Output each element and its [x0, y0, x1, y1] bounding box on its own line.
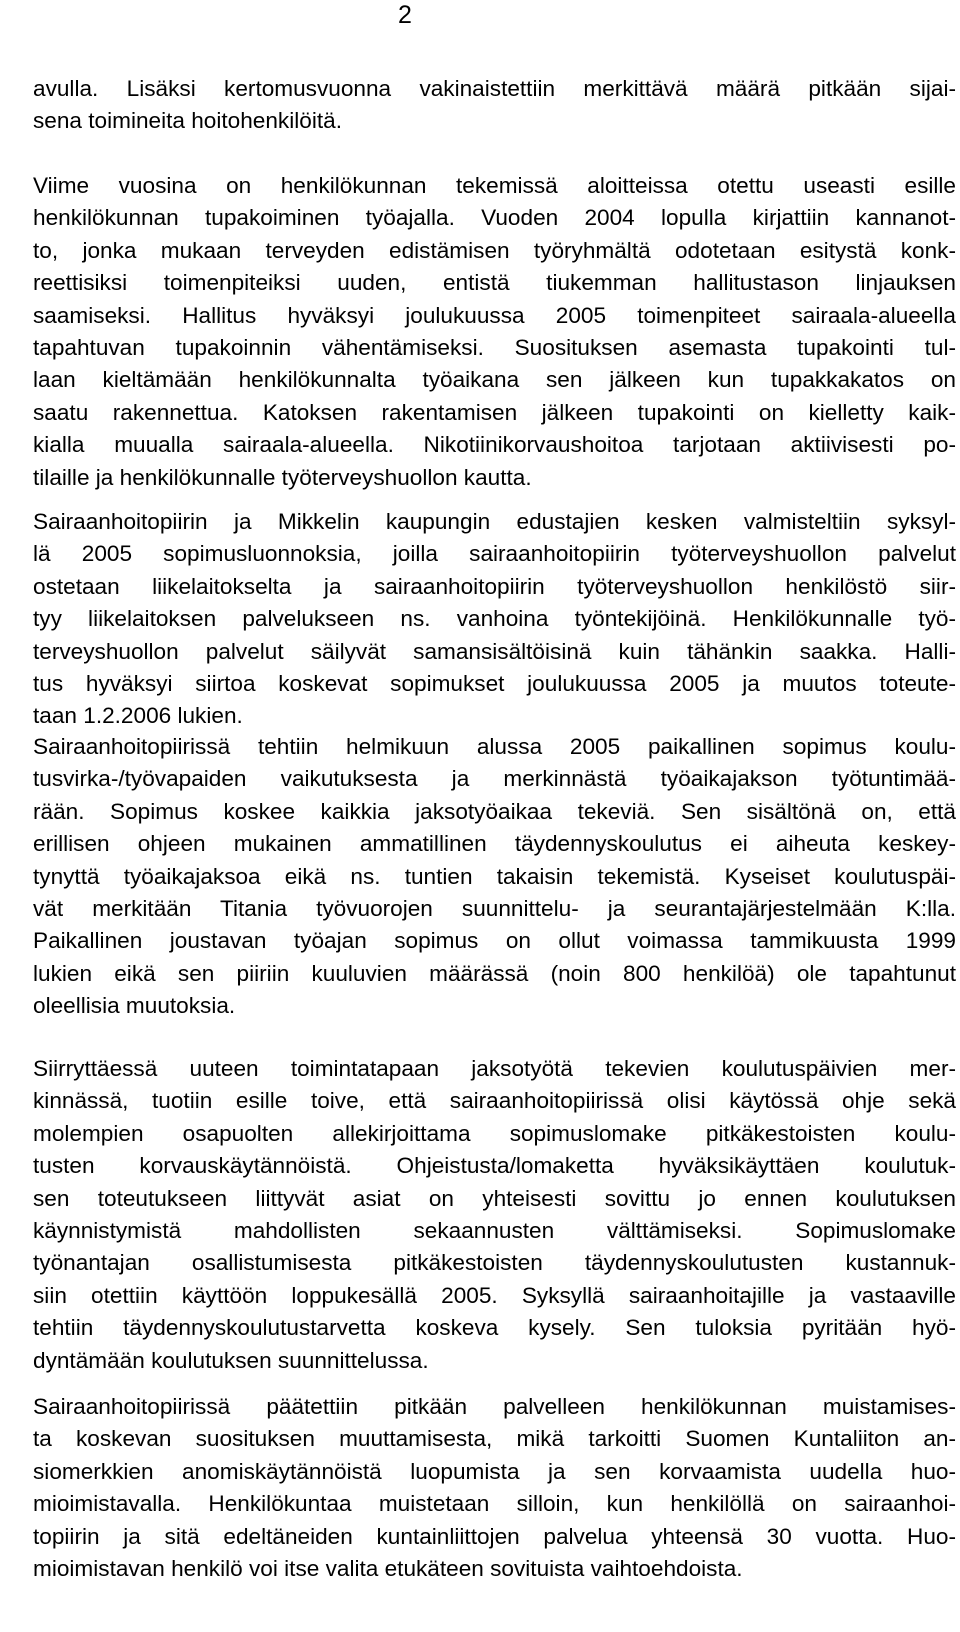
- paragraph-line: työnantajan osallistumisesta pitkäkestoisten täydennyskoulutusten kustannuk-: [33, 1250, 956, 1276]
- paragraph-line: reettisiksi toimenpiteiksi uuden, entistä tiukemman hallitustason linjauksen: [33, 270, 956, 296]
- paragraph-line: tilaille ja henkilökunnalle työterveyshuollon kautta.: [33, 464, 532, 490]
- paragraph-line: Sairaanhoitopiirissä päätettiin pitkään palvelleen henkilökunnan muistamises-: [33, 1394, 956, 1419]
- paragraph-line: tynyttä työaikajaksoa eikä ns. tuntien takaisin tekemistä. Kyseiset koulutuspäi-: [33, 863, 956, 889]
- paragraph-line: sen toteutukseen liittyvät asiat on yhteisesti sovittu jo ennen koulutuksen: [33, 1185, 956, 1211]
- paragraph-line: saatu rakennettua. Katoksen rakentamisen jälkeen tupakointi on kielletty kaik-: [33, 399, 956, 425]
- paragraph-line: molempien osapuolten allekirjoittama sopimuslomake pitkäkestoisten koulu-: [33, 1120, 956, 1146]
- paragraph-line: taan 1.2.2006 lukien.: [33, 703, 243, 729]
- paragraph-line: ostetaan liikelaitokselta ja sairaanhoitopiirin työterveyshuollon henkilöstö siir-: [33, 573, 956, 599]
- paragraph-line: to, jonka mukaan terveyden edistämisen työryhmältä odotetaan esitystä konk-: [33, 237, 956, 263]
- paragraph-line: tehtiin täydennyskoulutustarvetta koskeva kysely. Sen tuloksia pyritään hyö-: [33, 1315, 956, 1341]
- paragraph-line: sena toimineita hoitohenkilöitä.: [33, 108, 342, 134]
- paragraph-line: terveyshuollon palvelut säilyvät samansisältöisinä kuin tähänkin saakka. Halli-: [33, 638, 956, 664]
- paragraph: [33, 1053, 956, 1377]
- paragraph-line: rään. Sopimus koskee kaikkia jaksotyöaikaa tekeviä. Sen sisältönä on, että: [33, 798, 956, 824]
- paragraph-line: tusvirka-/työvapaiden vaikutuksesta ja merkinnästä työaikajakson työtuntimää-: [33, 766, 956, 792]
- paragraph-line: Sairaanhoitopiirin ja Mikkelin kaupungin edustajien kesken valmisteltiin syksyl-: [33, 509, 956, 534]
- page-number: 2: [398, 1, 412, 29]
- paragraph-line: erillisen ohjeen mukainen ammatillinen täydennyskoulutus ei aiheuta keskey-: [33, 831, 956, 857]
- paragraph-line: Sairaanhoitopiirissä tehtiin helmikuun alussa 2005 paikallinen sopimus koulu-: [33, 734, 956, 759]
- paragraph-line: siomerkkien anomiskäytännöistä luopumista ja sen korvaamista uudella huo-: [33, 1458, 956, 1484]
- paragraph-line: mioimistavalla. Henkilökuntaa muistetaan silloin, kun henkilöllä on sairaanhoi-: [33, 1491, 956, 1517]
- paragraph-line: mioimistavan henkilö voi itse valita etukäteen sovituista vaihtoehdoista.: [33, 1555, 743, 1581]
- paragraph-line: Paikallinen joustavan työajan sopimus on ollut voimassa tammikuusta 1999: [33, 928, 956, 954]
- paragraph: [33, 731, 956, 1023]
- paragraph-line: kialla muualla sairaala-alueella. Nikotiinikorvaushoitoa tarjotaan aktiivisesti po-: [33, 432, 956, 458]
- paragraph-line: vät merkitään Titania työvuorojen suunnittelu- ja seurantajärjestelmään K:lla.: [33, 895, 956, 921]
- paragraph: [33, 170, 956, 494]
- paragraph-line: lukien eikä sen piiriin kuuluvien määrässä (noin 800 henkilöä) ole tapahtunut: [33, 960, 956, 986]
- paragraph: [33, 1391, 956, 1585]
- paragraph: [33, 506, 956, 733]
- paragraph-line: dyntämään koulutuksen suunnittelussa.: [33, 1347, 429, 1373]
- paragraph-line: laan kieltämään henkilökunnalta työaikana sen jälkeen kun tupakkakatos on: [33, 367, 956, 393]
- paragraph-line: tus hyväksyi siirtoa koskevat sopimukset joulukuussa 2005 ja muutos toteute-: [33, 670, 956, 696]
- paragraph-line: Viime vuosina on henkilökunnan tekemissä aloitteissa otettu useasti esille: [33, 173, 956, 198]
- paragraph-line: saamiseksi. Hallitus hyväksyi joulukuussa 2005 toimenpiteet sairaala-alueella: [33, 302, 956, 328]
- paragraph-line: siin otettiin käyttöön loppukesällä 2005. Syksyllä sairaanhoitajille ja vastaaville: [33, 1282, 956, 1308]
- paragraph-line: Siirryttäessä uuteen toimintatapaan jaksotyötä tekevien koulutuspäivien mer-: [33, 1056, 956, 1081]
- paragraph-line: tusten korvauskäytännöistä. Ohjeistusta/lomaketta hyväksikäyttäen koulutuk-: [33, 1153, 956, 1179]
- paragraph-line: kinnässä, tuotiin esille toive, että sairaanhoitopiirissä olisi käytössä ohje sekä: [33, 1088, 956, 1114]
- paragraph-line: käynnistymistä mahdollisten sekaannusten välttämiseksi. Sopimuslomake: [33, 1217, 956, 1243]
- paragraph-line: lä 2005 sopimusluonnoksia, joilla sairaanhoitopiirin työterveyshuollon palvelut: [33, 541, 956, 567]
- paragraph-line: oleellisia muutoksia.: [33, 993, 236, 1019]
- paragraph-line: henkilökunnan tupakoiminen työajalla. Vuoden 2004 lopulla kirjattiin kannanot-: [33, 205, 956, 231]
- paragraph: [33, 73, 956, 138]
- paragraph-line: avulla. Lisäksi kertomusvuonna vakinaistettiin merkittävä määrä pitkään sijai-: [33, 76, 956, 101]
- paragraph-line: tyy liikelaitoksen palvelukseen ns. vanhoina työntekijöinä. Henkilökunnalle työ-: [33, 606, 956, 632]
- paragraph-line: ta koskevan suosituksen muuttamisesta, mikä tarkoitti Suomen Kuntaliiton an-: [33, 1426, 956, 1452]
- paragraph-line: topiirin ja sitä edeltäneiden kuntainliittojen palvelua yhteensä 30 vuotta. Huo-: [33, 1523, 956, 1549]
- paragraph-line: tapahtuvan tupakoinnin vähentämiseksi. Suosituksen asemasta tupakointi tul-: [33, 334, 956, 360]
